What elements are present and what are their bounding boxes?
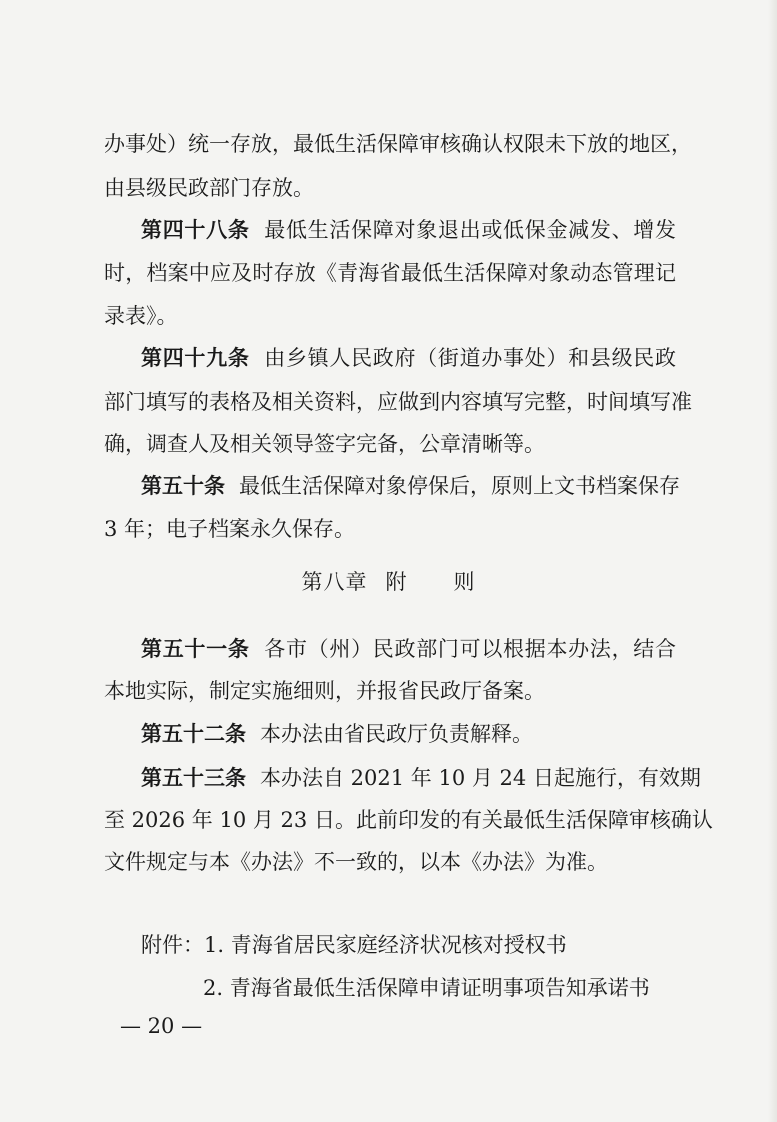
chapter-heading — [0, 569, 777, 595]
attachment-item: 2. 青海省最低生活保障申请证明事项告知承诺书 — [203, 976, 650, 1000]
article-number: 第五十三条 — [141, 765, 246, 790]
article-text: 本办法自 2021 年 10 月 24 日起施行，有效期 — [260, 766, 701, 790]
article-text: 由乡镇人民政府（街道办事处）和县级民政 — [263, 346, 677, 370]
body-line: 至 2026 年 10 月 23 日。此前印发的有关最低生活保障审核确认 — [104, 808, 713, 832]
chapter-label: 第八章 — [301, 570, 368, 594]
article-text: 各市（州）民政部门可以根据本办法，结合 — [263, 637, 677, 661]
attachment-prefix: 附件： — [141, 933, 204, 957]
body-line: 确，调查人及相关领导签字完备，公章清晰等。 — [104, 432, 545, 456]
attachment-item: 1. 青海省居民家庭经济状况核对授权书 — [204, 933, 567, 957]
article-text: 最低生活保障对象退出或低保金减发、增发 — [263, 218, 677, 242]
body-line: 时，档案中应及时存放《青海省最低生活保障对象动态管理记 — [104, 261, 676, 285]
article-text: 本办法由省民政厅负责解释。 — [260, 722, 533, 746]
article-52-line — [141, 721, 533, 747]
article-number: 第四十九条 — [141, 345, 250, 370]
body-line: 3 年；电子档案永久保存。 — [104, 517, 356, 541]
article-number: 第五十一条 — [141, 636, 250, 661]
article-48-line — [141, 217, 676, 243]
article-50-line — [141, 473, 680, 499]
article-number: 第五十条 — [141, 473, 225, 498]
chapter-name-part: 则 — [453, 570, 476, 594]
page-number: — 20 — — [120, 1014, 203, 1038]
article-49-line — [141, 345, 676, 371]
scan-edge — [768, 0, 777, 1122]
article-53-line — [141, 765, 701, 791]
body-line: 由县级民政部门存放。 — [104, 176, 314, 200]
article-number: 第四十八条 — [141, 217, 250, 242]
body-line: 录表》。 — [104, 304, 178, 328]
body-line: 办事处）统一存放，最低生活保障审核确认权限未下放的地区， — [104, 132, 692, 156]
article-text: 最低生活保障对象停保后，原则上文书档案保存 — [239, 474, 680, 498]
body-line: 部门填写的表格及相关资料，应做到内容填写完整，时间填写准 — [104, 390, 692, 414]
attachment-line — [141, 932, 567, 958]
chapter-name-part: 附 — [385, 570, 408, 594]
article-51-line — [141, 636, 676, 662]
body-line: 文件规定与本《办法》不一致的，以本《办法》为准。 — [104, 850, 608, 874]
body-line: 本地实际，制定实施细则，并报省民政厅备案。 — [104, 679, 545, 703]
article-number: 第五十二条 — [141, 721, 246, 746]
